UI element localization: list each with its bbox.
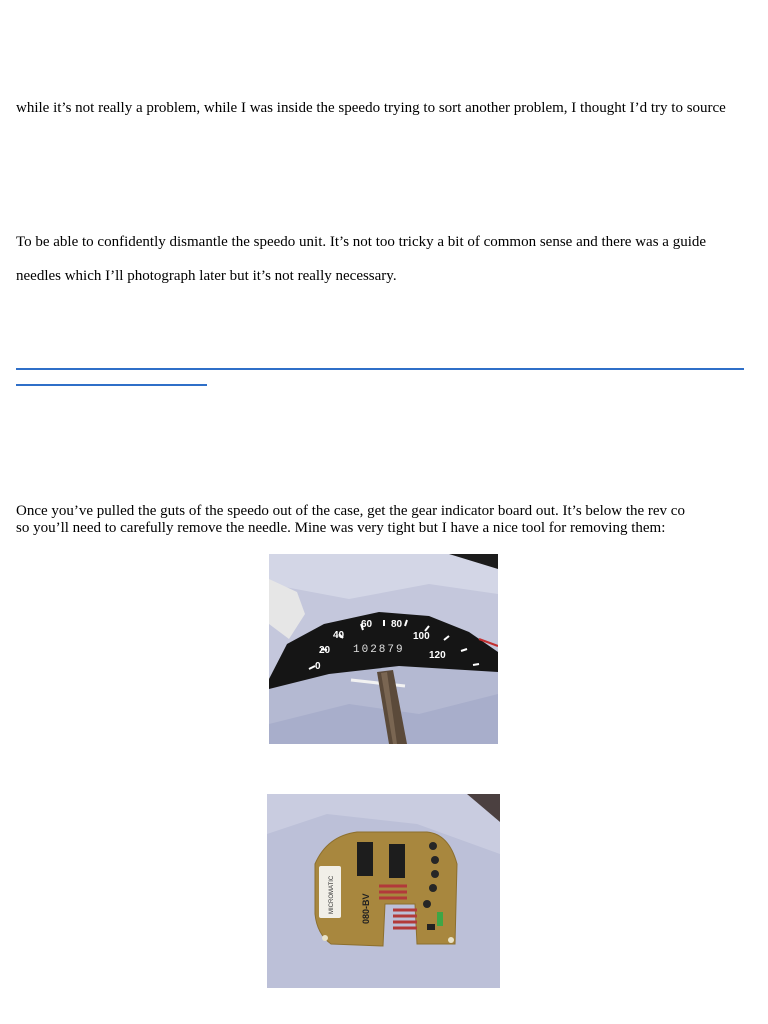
dial-number-60: 60 [361,619,373,630]
hyperlink-underline-continued[interactable] [16,384,207,386]
board-chip-label: 080-BV [361,893,371,924]
paragraph-dismantle-line-1: To be able to confidently dismantle the speedo unit. It’s not too tricky a bit of common sense and there was a guide [16,234,707,250]
odometer-digits: 102879 [353,644,405,656]
dial-number-40: 40 [333,630,345,641]
board-sticker-text: MICROMATIC [329,875,335,914]
paragraph-guts-line-2: so you’ll need to carefully remove the needle. Mine was very tight but I have a nice tool for removing them: [16,520,666,536]
speedometer-photo [269,554,498,744]
dial-number-0: 0 [315,661,321,672]
dial-number-20: 20 [319,645,331,656]
dial-number-80: 80 [391,619,403,630]
dial-number-120: 120 [429,650,446,661]
paragraph-dismantle-line-2: needles which I’ll photograph later but it’s not really necessary. [16,268,397,284]
hyperlink-underline[interactable] [16,368,744,370]
paragraph-intro: while it’s not really a problem, while I was inside the speedo trying to sort another problem, I thought I’d try to source [16,100,726,116]
paragraph-guts-line-1: Once you’ve pulled the guts of the speedo out of the case, get the gear indicator board out. It’s below the rev co [16,503,685,519]
dial-number-100: 100 [413,631,430,642]
gear-indicator-board-photo [267,794,500,988]
